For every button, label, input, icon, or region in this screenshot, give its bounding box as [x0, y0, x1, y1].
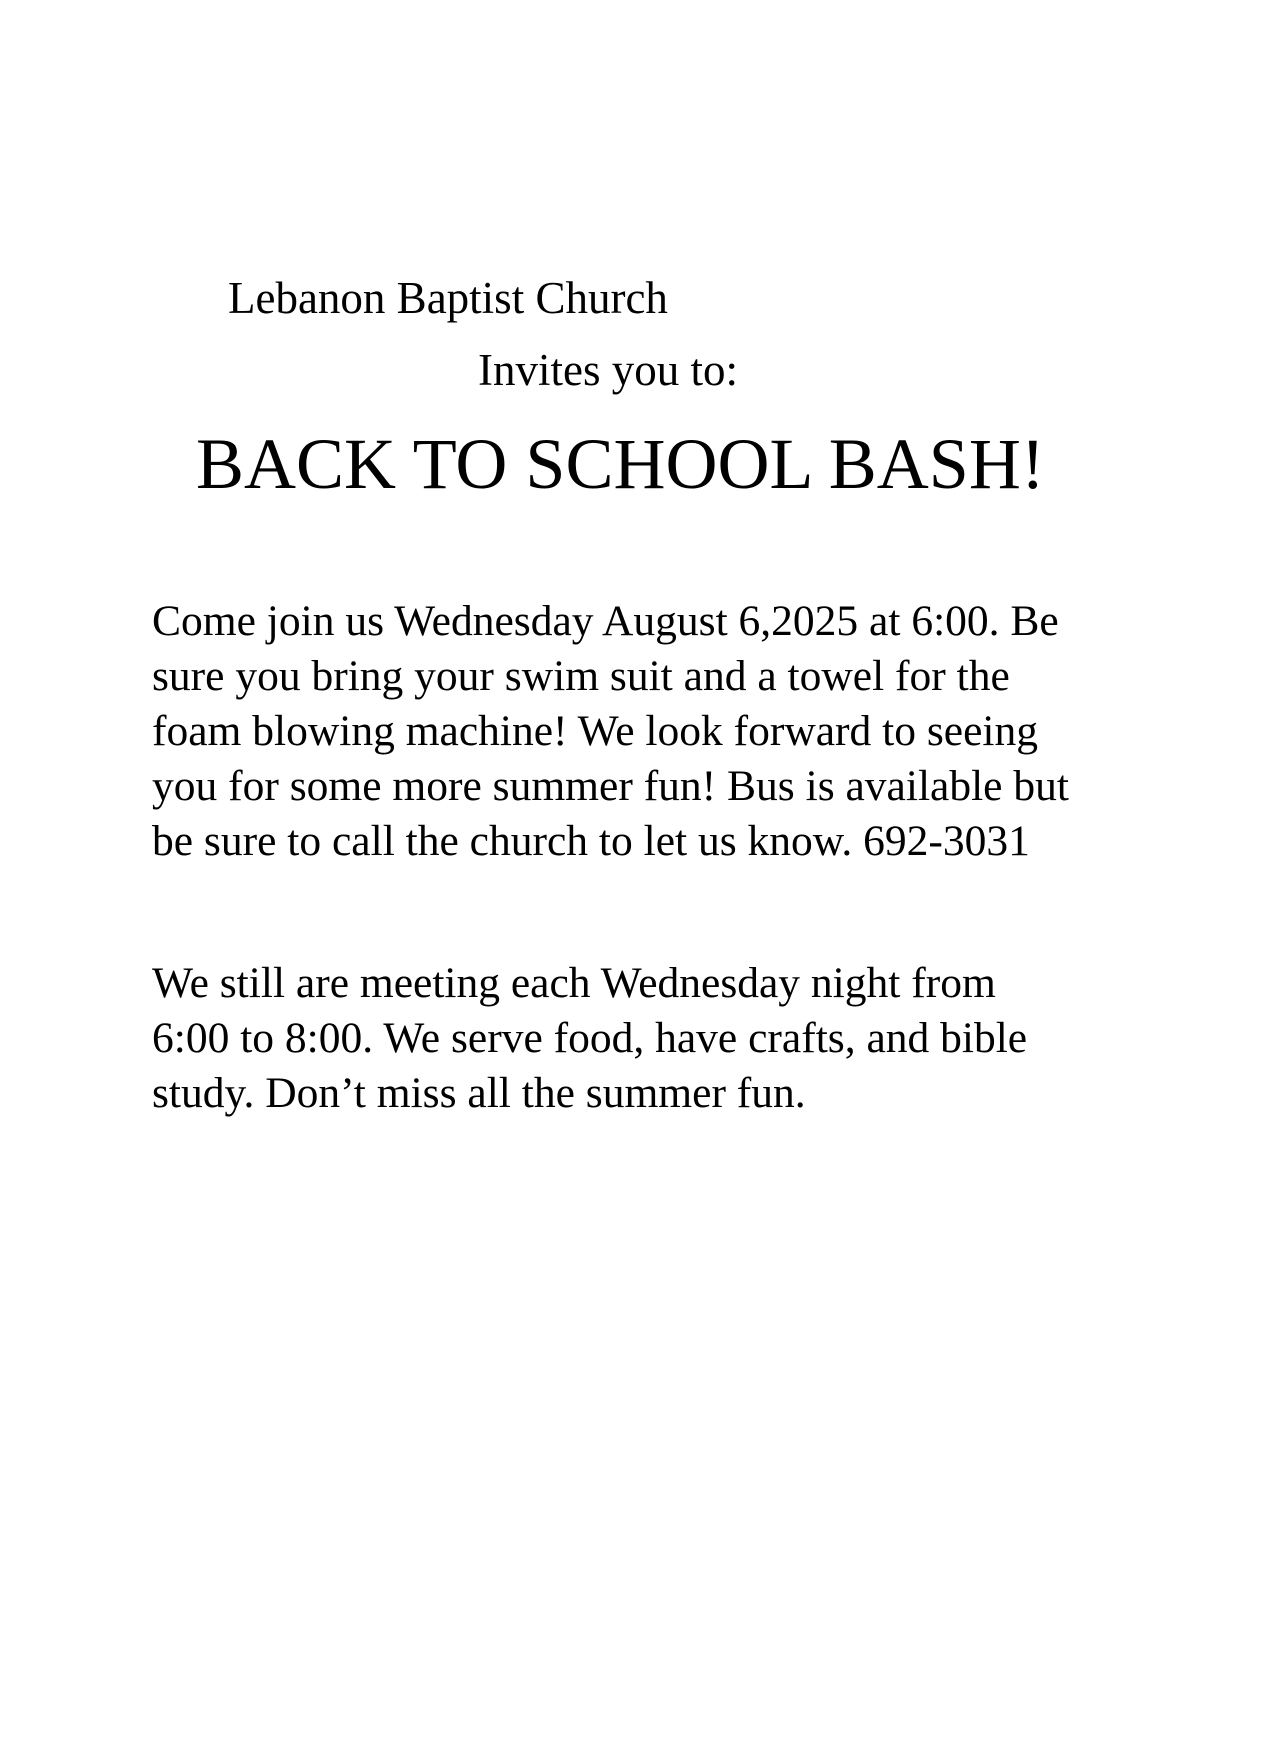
weekly-meeting-paragraph	[152, 956, 1152, 1121]
organization-name: Lebanon Baptist Church	[228, 273, 668, 323]
invite-line: Invites you to:	[478, 345, 738, 395]
paragraph-line: you for some more summer fun! Bus is available but	[152, 762, 1069, 810]
paragraph-line: study. Don’t miss all the summer fun.	[152, 1069, 806, 1117]
paragraph-line: sure you bring your swim suit and a towel for the	[152, 652, 1010, 700]
paragraph-line: Come join us Wednesday August 6,2025 at 6:00. Be	[152, 597, 1059, 645]
paragraph-line: We still are meeting each Wednesday night from	[152, 959, 996, 1007]
event-headline: BACK TO SCHOOL BASH!	[196, 424, 1045, 504]
paragraph-line: 6:00 to 8:00. We serve food, have crafts, and bible	[152, 1014, 1028, 1062]
paragraph-line: be sure to call the church to let us know. 692-3031	[152, 817, 1030, 865]
event-details-paragraph	[152, 594, 1152, 869]
paragraph-line: foam blowing machine! We look forward to seeing	[152, 707, 1038, 755]
